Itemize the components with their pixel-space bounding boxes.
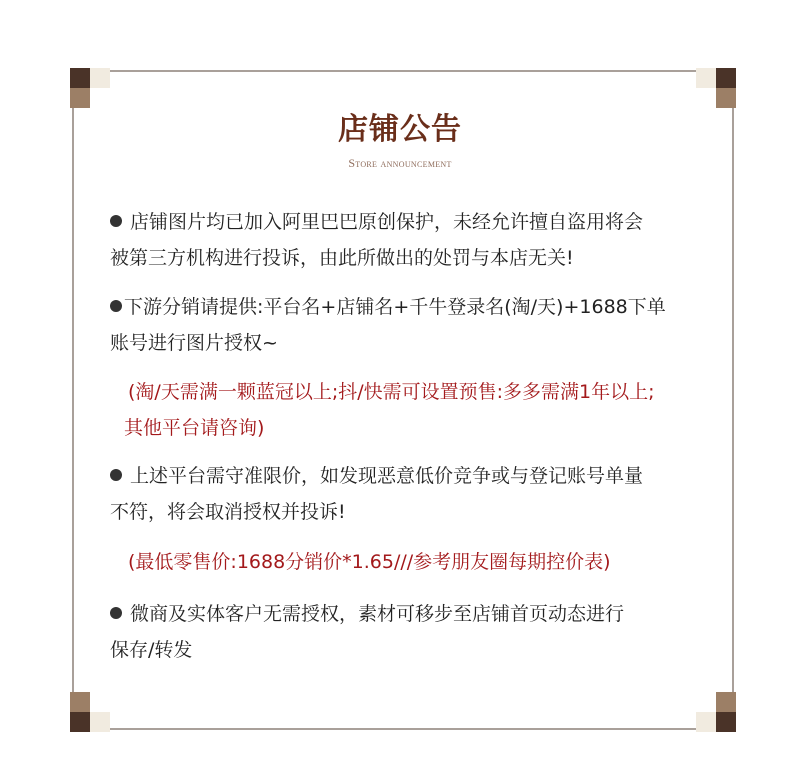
notice-subtitle: Store announcement (348, 156, 452, 170)
bullet-icon (110, 607, 122, 619)
notice-note-text: (淘/天需满一颗蓝冠以上;抖/快需可设置预售:多多需满1年以上; (128, 381, 655, 403)
notice-title: 店铺公告 (338, 112, 462, 147)
notice-item-copyright (110, 204, 710, 276)
notice-item-text: 保存/转发 (110, 639, 193, 661)
notice-note-text: 其他平台请咨询) (124, 417, 265, 439)
bullet-icon (110, 469, 122, 481)
corner-ornament-bottom-left (70, 692, 110, 732)
notice-item-text: 账号进行图片授权~ (110, 332, 278, 354)
notice-item-text: 上述平台需守准限价，如发现恶意低价竞争或与登记账号单量 (130, 465, 644, 487)
notice-item-wechat-retail (110, 596, 710, 668)
notice-item-text: 微商及实体客户无需授权，素材可移步至店铺首页动态进行 (130, 603, 625, 625)
notice-item-text: 店铺图片均已加入阿里巴巴原创保护，未经允许擅自盗用将会 (130, 211, 644, 233)
notice-item-text: 被第三方机构进行投诉，由此所做出的处罚与本店无关! (110, 247, 574, 269)
notice-item-price-limit (110, 458, 710, 530)
bullet-icon (110, 300, 122, 312)
corner-ornament-top-right (696, 68, 736, 108)
corner-ornament-top-left (70, 68, 110, 108)
notice-note-text: (最低零售价:1688分销价*1.65///参考朋友圈每期控价表) (128, 551, 611, 573)
corner-ornament-bottom-right (696, 692, 736, 732)
bullet-icon (110, 215, 122, 227)
notice-item-distribution (110, 289, 710, 361)
notice-item-text: 下游分销请提供:平台名+店铺名+千牛登录名(淘/天)+1688下单 (124, 296, 666, 318)
notice-item-text: 不符，将会取消授权并投诉! (110, 501, 346, 523)
notice-note-min-price (128, 544, 728, 580)
notice-note-requirements (124, 374, 728, 446)
